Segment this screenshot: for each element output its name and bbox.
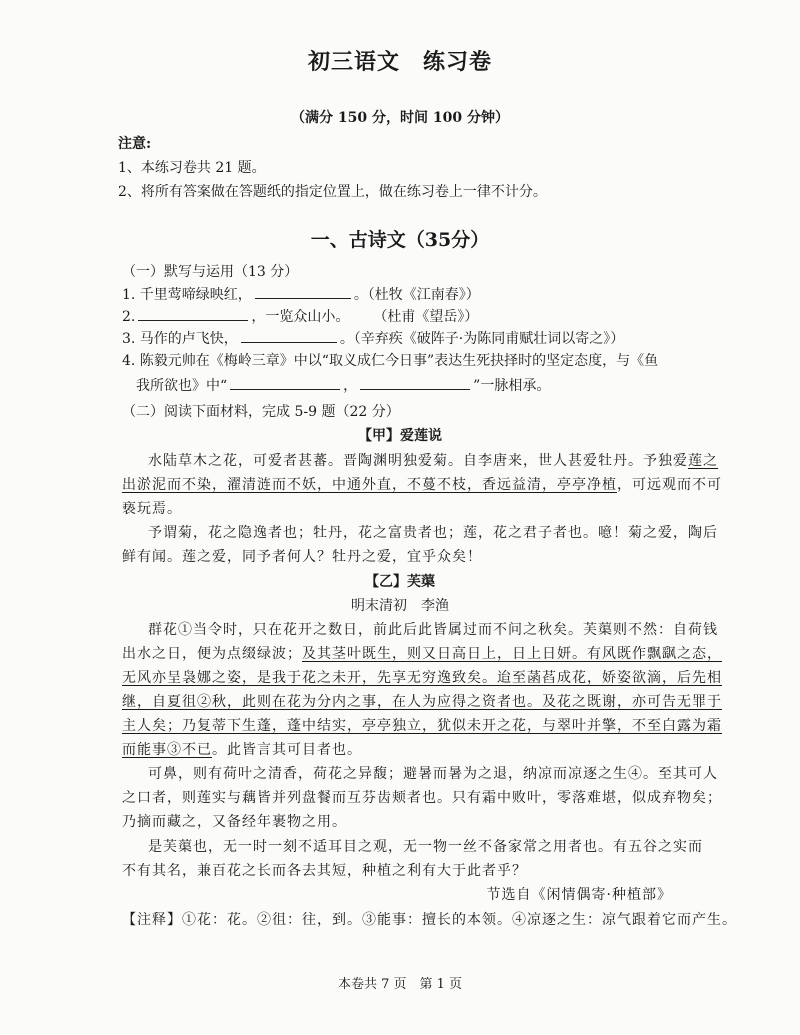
exam-subtitle: （满分 150 分，时间 100 分钟）: [291, 110, 509, 126]
yi-p1-line-2-b: 及其茎叶既生，则又日高日上，日上日妍。有风既作飘飖之态，: [302, 646, 722, 662]
jia-p1-line-2-b: ，可远观而不可: [617, 477, 722, 493]
yi-p3-line-2: 不有其名，兼百花之长而各去其短，种植之利有大于此者乎？: [122, 863, 527, 879]
yi-p1-line-4: 继，自夏徂②秋，此则在花为分内之事，在人为应得之资者也。及花之既谢，亦可告无罪于: [122, 694, 722, 710]
yi-p1-line-1: 群花①当令时，只在花开之数日，前此后此皆属过而不问之秋矣。芙蕖则不然：自荷钱: [148, 622, 718, 638]
jia-p2-line-2: 鲜有闻。莲之爱，同予者何人？牡丹之爱，宜乎众矣！: [122, 549, 482, 565]
question-4-line-2-after: ”一脉相承。: [473, 378, 551, 394]
section-title: 一、古诗文（35分）: [310, 229, 490, 251]
part1-heading: （一）默写与运用（13 分）: [122, 264, 299, 280]
part2-heading: （二）阅读下面材料，完成 5-9 题（22 分）: [122, 404, 400, 420]
jia-p1-line-3: 亵玩焉。: [122, 501, 182, 517]
question-1-after: 。（杜牧《江南春》）: [353, 287, 480, 303]
jia-p1-line-2: [122, 475, 722, 495]
yi-p1-line-2-a: 出水之日，便为点缀绿波；: [122, 646, 302, 662]
answer-blank-3[interactable]: [241, 328, 337, 343]
question-3-before: 3. 马作的卢飞快，: [122, 331, 238, 347]
yi-p1-line-3: 无风亦呈袅娜之姿，是我于花之未开，先享无穷逸致矣。迨至菡萏成花，娇姿欲滴，后先相: [122, 670, 722, 686]
text-yi-title: 【乙】芙蕖: [365, 574, 435, 590]
answer-blank-2[interactable]: [138, 306, 248, 321]
question-2-after: （杜甫《望岳》）: [373, 309, 479, 325]
question-1-before: 1. 千里莺啼绿映红，: [122, 287, 252, 303]
yi-p2-line-2: 之口者，则莲实与藕皆并列盘餐而互芬齿颊者也。只有霜中败叶，零落难堪，似成弃物矣；: [122, 790, 722, 806]
answer-blank-4b[interactable]: [360, 375, 470, 390]
answer-blank-4a[interactable]: [230, 375, 340, 390]
question-4-comma: ，: [343, 378, 358, 394]
text-yi-author: 明末清初 李渔: [351, 598, 449, 614]
yi-p1-line-6-b: 。此皆言其可目者也。: [212, 742, 362, 758]
question-4-line-2-before: 我所欲也》中“: [136, 378, 228, 394]
text-jia-title: 【甲】爱莲说: [358, 428, 442, 444]
yi-p1-line-6-a: 而能事③不已: [122, 742, 212, 758]
answer-blank-1[interactable]: [255, 284, 351, 299]
jia-p1-line-1: [148, 451, 718, 471]
page-title: 初三语文 练习卷: [307, 49, 492, 75]
jia-p1-line-1-a: 水陆草木之花，可爱者甚蕃。晋陶渊明独爱菊。自李唐来，世人甚爱牡丹。予独爱: [148, 453, 688, 469]
notes-item-1: 1、本练习卷共 21 题。: [118, 160, 266, 176]
question-4-line-2: [136, 375, 550, 396]
notes-item-2: 2、将所有答案做在答题纸的指定位置上，做在练习卷上一律不计分。: [118, 184, 547, 200]
yi-p1-line-5: 主人矣；乃复蒂下生蓬，蓬中结实，亭亭独立，犹似未开之花，与翠叶并擎，不至白露为霜: [122, 718, 722, 734]
question-3-after: 。（辛弃疾《破阵子·为陈同甫赋壮词以寄之》）: [339, 331, 625, 347]
yi-source: 节选自《闲情偶寄·种植部》: [486, 887, 672, 903]
yi-p2-line-1: 可鼻，则有荷叶之清香，荷花之异馥；避暑而暑为之退，纳凉而凉逐之生④。至其可人: [148, 766, 718, 782]
jia-p1-line-1-b: 莲之: [688, 453, 718, 469]
jia-p1-line-2-a: 出淤泥而不染，濯清涟而不妖，中通外直，不蔓不枝，香远益清，亭亭净植: [122, 477, 617, 493]
yi-p1-line-6: [122, 740, 362, 760]
yi-p1-line-2: [122, 644, 722, 664]
question-4-line-1: 4. 陈毅元帅在《梅岭三章》中以“取义成仁今日事”表达生死抉择时的坚定态度，与《鱼: [122, 353, 659, 369]
notes-heading: 注意:: [118, 136, 152, 152]
question-1: [122, 284, 480, 305]
page-footer: 本卷共 7 页 第 1 页: [337, 977, 463, 992]
yi-annotation: 【注释】①花：花。②徂：往，到。③能事：擅长的本领。④凉逐之生：凉气跟着它而产生。: [122, 912, 737, 928]
question-3: [122, 328, 624, 349]
question-2: [122, 306, 478, 327]
jia-p2-line-1: 予谓菊，花之隐逸者也；牡丹，花之富贵者也；莲，花之君子者也。噫！菊之爱，陶后: [148, 525, 718, 541]
question-2-before: 2.: [122, 309, 136, 325]
question-2-middle: ，一览众山小。: [251, 309, 350, 325]
yi-p2-line-3: 乃摘而藏之，又备经年裹物之用。: [122, 814, 347, 830]
yi-p3-line-1: 是芙蕖也，无一时一刻不适耳目之观，无一物一丝不备家常之用者也。有五谷之实而: [148, 839, 703, 855]
